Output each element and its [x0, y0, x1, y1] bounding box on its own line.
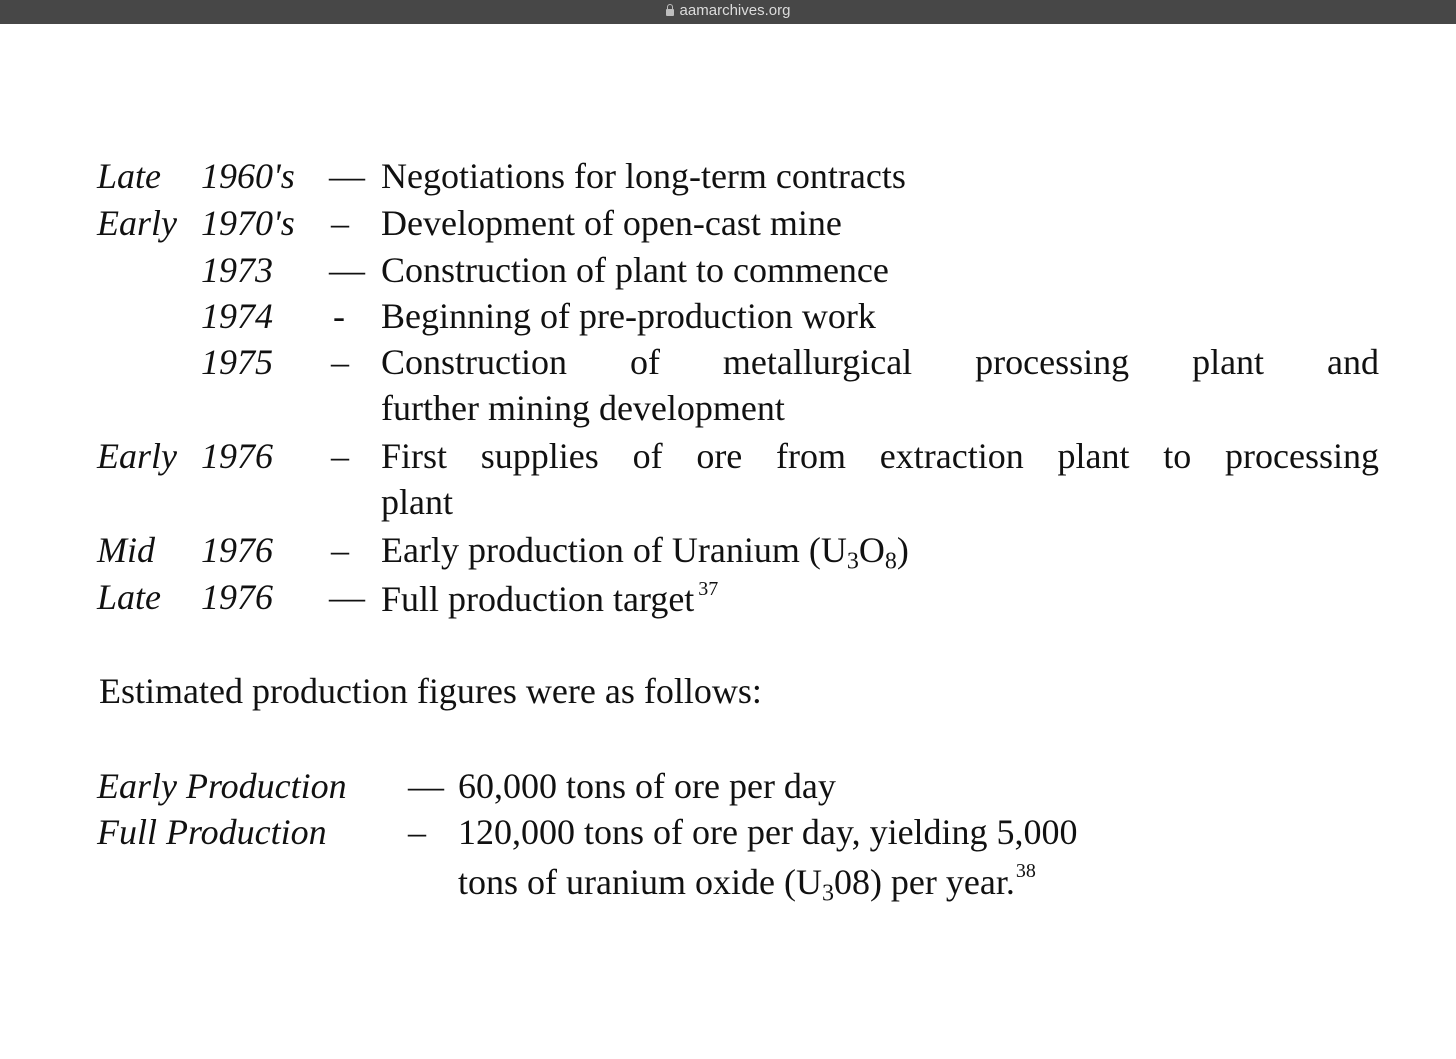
footnote-38: 38 [1015, 860, 1036, 882]
timeline-row [97, 344, 1382, 430]
timeline-description: Construction of plant to commence [381, 250, 889, 290]
production-description-line-1: 120,000 tons of ore per day, yielding 5,000 [458, 812, 1078, 852]
timeline-year: 1960's [201, 156, 295, 196]
timeline-dash: – [331, 342, 349, 382]
timeline-year: 1970's [201, 203, 295, 243]
timeline-period: Late [97, 577, 162, 617]
timeline-description: Beginning of pre-production work [381, 296, 876, 336]
timeline-year: 1975 [201, 342, 273, 382]
timeline-year: 1976 [201, 577, 273, 617]
timeline-period: Late [97, 156, 162, 196]
production-label: Early Production [97, 766, 347, 806]
timeline-dash: – [331, 203, 349, 243]
uranium-oxide-subscript-3: 3 [821, 880, 834, 907]
production-row [97, 812, 1217, 907]
timeline-dash: - [333, 296, 345, 336]
uranium-subscript-8: 8 [884, 548, 897, 575]
timeline-period: Mid [97, 530, 155, 570]
timeline-dash: – [331, 530, 349, 570]
production-dash: – [408, 812, 426, 852]
timeline-period: Early [97, 436, 177, 476]
timeline-description: Development of open-cast mine [381, 203, 842, 243]
timeline-year: 1976 [201, 530, 273, 570]
timeline-description: Negotiations for long-term contracts [381, 156, 906, 196]
production-description: 60,000 tons of ore per day [458, 766, 836, 806]
intro-text: Estimated production figures were as follows: [99, 671, 762, 711]
uranium-description-suffix: ) [896, 530, 909, 570]
full-production-target-text: Full production target [381, 579, 695, 619]
timeline-description-line-2: further mining development [381, 388, 785, 428]
timeline-year: 1973 [201, 250, 273, 290]
timeline-period: Early [97, 203, 177, 243]
timeline-dash: – [331, 436, 349, 476]
uranium-description-middle: O [858, 530, 885, 570]
footnote-37: 37 [698, 578, 719, 600]
uranium-oxide-suffix: 08) per year. [833, 862, 1015, 902]
production-description-line-2 [458, 861, 1036, 906]
timeline-dash: — [329, 156, 365, 196]
timeline-dash: — [329, 577, 365, 617]
timeline-description-line-1: Construction of metallurgical processing plant and [381, 342, 1379, 382]
uranium-oxide-prefix: tons of uranium oxide (U [458, 862, 822, 902]
timeline-description-line-2: plant [381, 482, 453, 522]
timeline-row [97, 438, 1382, 524]
timeline-dash: — [329, 250, 365, 290]
domain-text: aamarchives.org [679, 2, 791, 19]
production-label: Full Production [97, 812, 327, 852]
production-dash: — [408, 766, 444, 806]
timeline-year: 1974 [201, 296, 273, 336]
uranium-description-prefix: Early production of Uranium (U [381, 530, 847, 570]
timeline-description [381, 579, 718, 617]
uranium-subscript-3: 3 [846, 548, 859, 575]
uranium-production-description [381, 532, 909, 574]
timeline-description-line-1: First supplies of ore from extraction plant to processing [381, 436, 1379, 476]
timeline-year: 1976 [201, 436, 273, 476]
